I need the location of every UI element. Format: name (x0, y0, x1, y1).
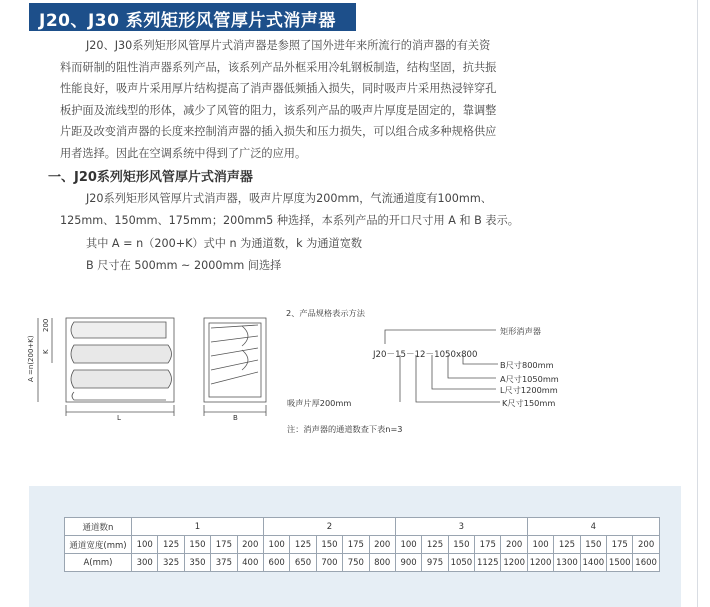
a-cell: 650 (290, 554, 316, 572)
section-line-4: B 尺寸在 500mm ~ 2000mm 间选择 (86, 259, 282, 272)
width-cell: 125 (422, 536, 448, 554)
a-cell: 325 (158, 554, 184, 572)
a-cell: 400 (237, 554, 263, 572)
dim-l-label: L (117, 414, 121, 422)
absorber-4 (72, 392, 166, 400)
silencer-drawing (28, 312, 278, 422)
a-cell: 1500 (607, 554, 633, 572)
a-cell: 600 (263, 554, 289, 572)
absorber-2 (71, 345, 172, 363)
width-cell: 200 (501, 536, 527, 554)
a-cell: 350 (184, 554, 210, 572)
width-cell: 200 (633, 536, 659, 554)
callout-rect-silencer: 矩形消声器 (500, 326, 541, 336)
a-cell: 1600 (633, 554, 659, 572)
section-line-2: 125mm、150mm、175mm；200mm5 种选择，本系列产品的开口尺寸用 A 和 B 表示。 (60, 214, 519, 227)
width-cell: 200 (237, 536, 263, 554)
spec-code: J20－15－12－1050x800 (373, 350, 478, 360)
group-cell: 3 (395, 518, 527, 536)
callout-a-size: A尺寸1050mm (500, 374, 559, 384)
width-cell: 100 (395, 536, 421, 554)
spec-title: 2、产品规格表示方法 (286, 308, 365, 318)
intro-line-4: 板护面及流线型的形体，减少了风管的阻力，该系列产品的吸声片厚度是固定的，靠调整 (60, 103, 497, 117)
intro-line-6: 用者选择。因此在空调系统中得到了广泛的应用。 (60, 146, 307, 160)
width-cell: 125 (554, 536, 580, 554)
group-cell: 4 (527, 518, 659, 536)
a-cell: 1125 (475, 554, 501, 572)
front-view-inner (209, 323, 261, 397)
a-cell: 750 (343, 554, 369, 572)
width-cell: 175 (211, 536, 237, 554)
callout-k-size: K尺寸150mm (502, 398, 556, 408)
width-cell: 100 (527, 536, 553, 554)
intro-line-1: J20、J30系列矩形风管厚片式消声器是参照了国外进年来所流行的消声器的有关资 (86, 39, 491, 52)
group-cell: 2 (263, 518, 395, 536)
row-label-channels: 通道数n (65, 518, 132, 536)
dim-200-label: 200 (42, 318, 50, 332)
a-cell: 700 (316, 554, 342, 572)
row-label-width: 通道宽度(mm) (65, 536, 132, 554)
width-cell: 150 (580, 536, 606, 554)
intro-line-5: 片距及改变消声器的长度来控制消声器的插入损失和压力损失，可以组合成多种规格供应 (60, 125, 497, 138)
dim-a-label: A =n(200+K) (27, 335, 35, 382)
a-cell: 1050 (448, 554, 474, 572)
width-cell: 125 (158, 536, 184, 554)
a-cell: 900 (395, 554, 421, 572)
a-cell: 1200 (527, 554, 553, 572)
title-bar (29, 3, 356, 31)
page-title: J20、J30 系列矩形风管厚片式消声器 (39, 11, 336, 31)
intro-line-3: 性能良好，吸声片采用厚片结构提高了消声器低频插入损失，同时吸声片采用热浸锌穿孔 (60, 82, 497, 95)
section-heading: 一、J20系列矩形风管厚片式消声器 (48, 170, 253, 185)
a-cell: 1300 (554, 554, 580, 572)
dim-b-label: B (233, 414, 238, 422)
a-cell: 800 (369, 554, 395, 572)
row-label-a: A(mm) (65, 554, 132, 572)
absorber-3 (71, 370, 172, 388)
width-cell: 200 (369, 536, 395, 554)
a-cell: 300 (132, 554, 158, 572)
table-row (65, 518, 660, 536)
dim-k-label: K (42, 349, 50, 354)
width-cell: 100 (132, 536, 158, 554)
width-cell: 100 (263, 536, 289, 554)
callout-absorber-thickness: 吸声片厚200mm (287, 398, 352, 408)
table-row (65, 554, 660, 572)
table-row (65, 536, 660, 554)
a-cell: 1200 (501, 554, 527, 572)
spec-callout-lines (360, 322, 500, 412)
spec-table (64, 517, 660, 572)
absorber-1 (71, 322, 166, 338)
width-cell: 175 (343, 536, 369, 554)
intro-line-2: 料而研制的阻性消声器系列产品，该系列产品外框采用冷轧钢板制造，结构坚固，抗共振 (60, 60, 497, 74)
width-cell: 175 (607, 536, 633, 554)
group-cell: 1 (132, 518, 264, 536)
section-line-1: J20系列矩形风管厚片式消声器，吸声片厚度为200mm，气流通道度有100mm、 (86, 192, 492, 205)
width-cell: 150 (448, 536, 474, 554)
right-border-line (697, 0, 698, 607)
width-cell: 175 (475, 536, 501, 554)
a-cell: 975 (422, 554, 448, 572)
figure-note: 注：消声器的通道数查下表n=3 (287, 424, 403, 434)
callout-b-size: B尺寸800mm (500, 360, 554, 370)
callout-l-size: L尺寸1200mm (500, 385, 558, 395)
width-cell: 150 (316, 536, 342, 554)
width-cell: 125 (290, 536, 316, 554)
width-cell: 150 (184, 536, 210, 554)
section-line-3: 其中 A = n（200+K）式中 n 为通道数，k 为通道宽数 (86, 237, 363, 250)
a-cell: 1400 (580, 554, 606, 572)
a-cell: 375 (211, 554, 237, 572)
